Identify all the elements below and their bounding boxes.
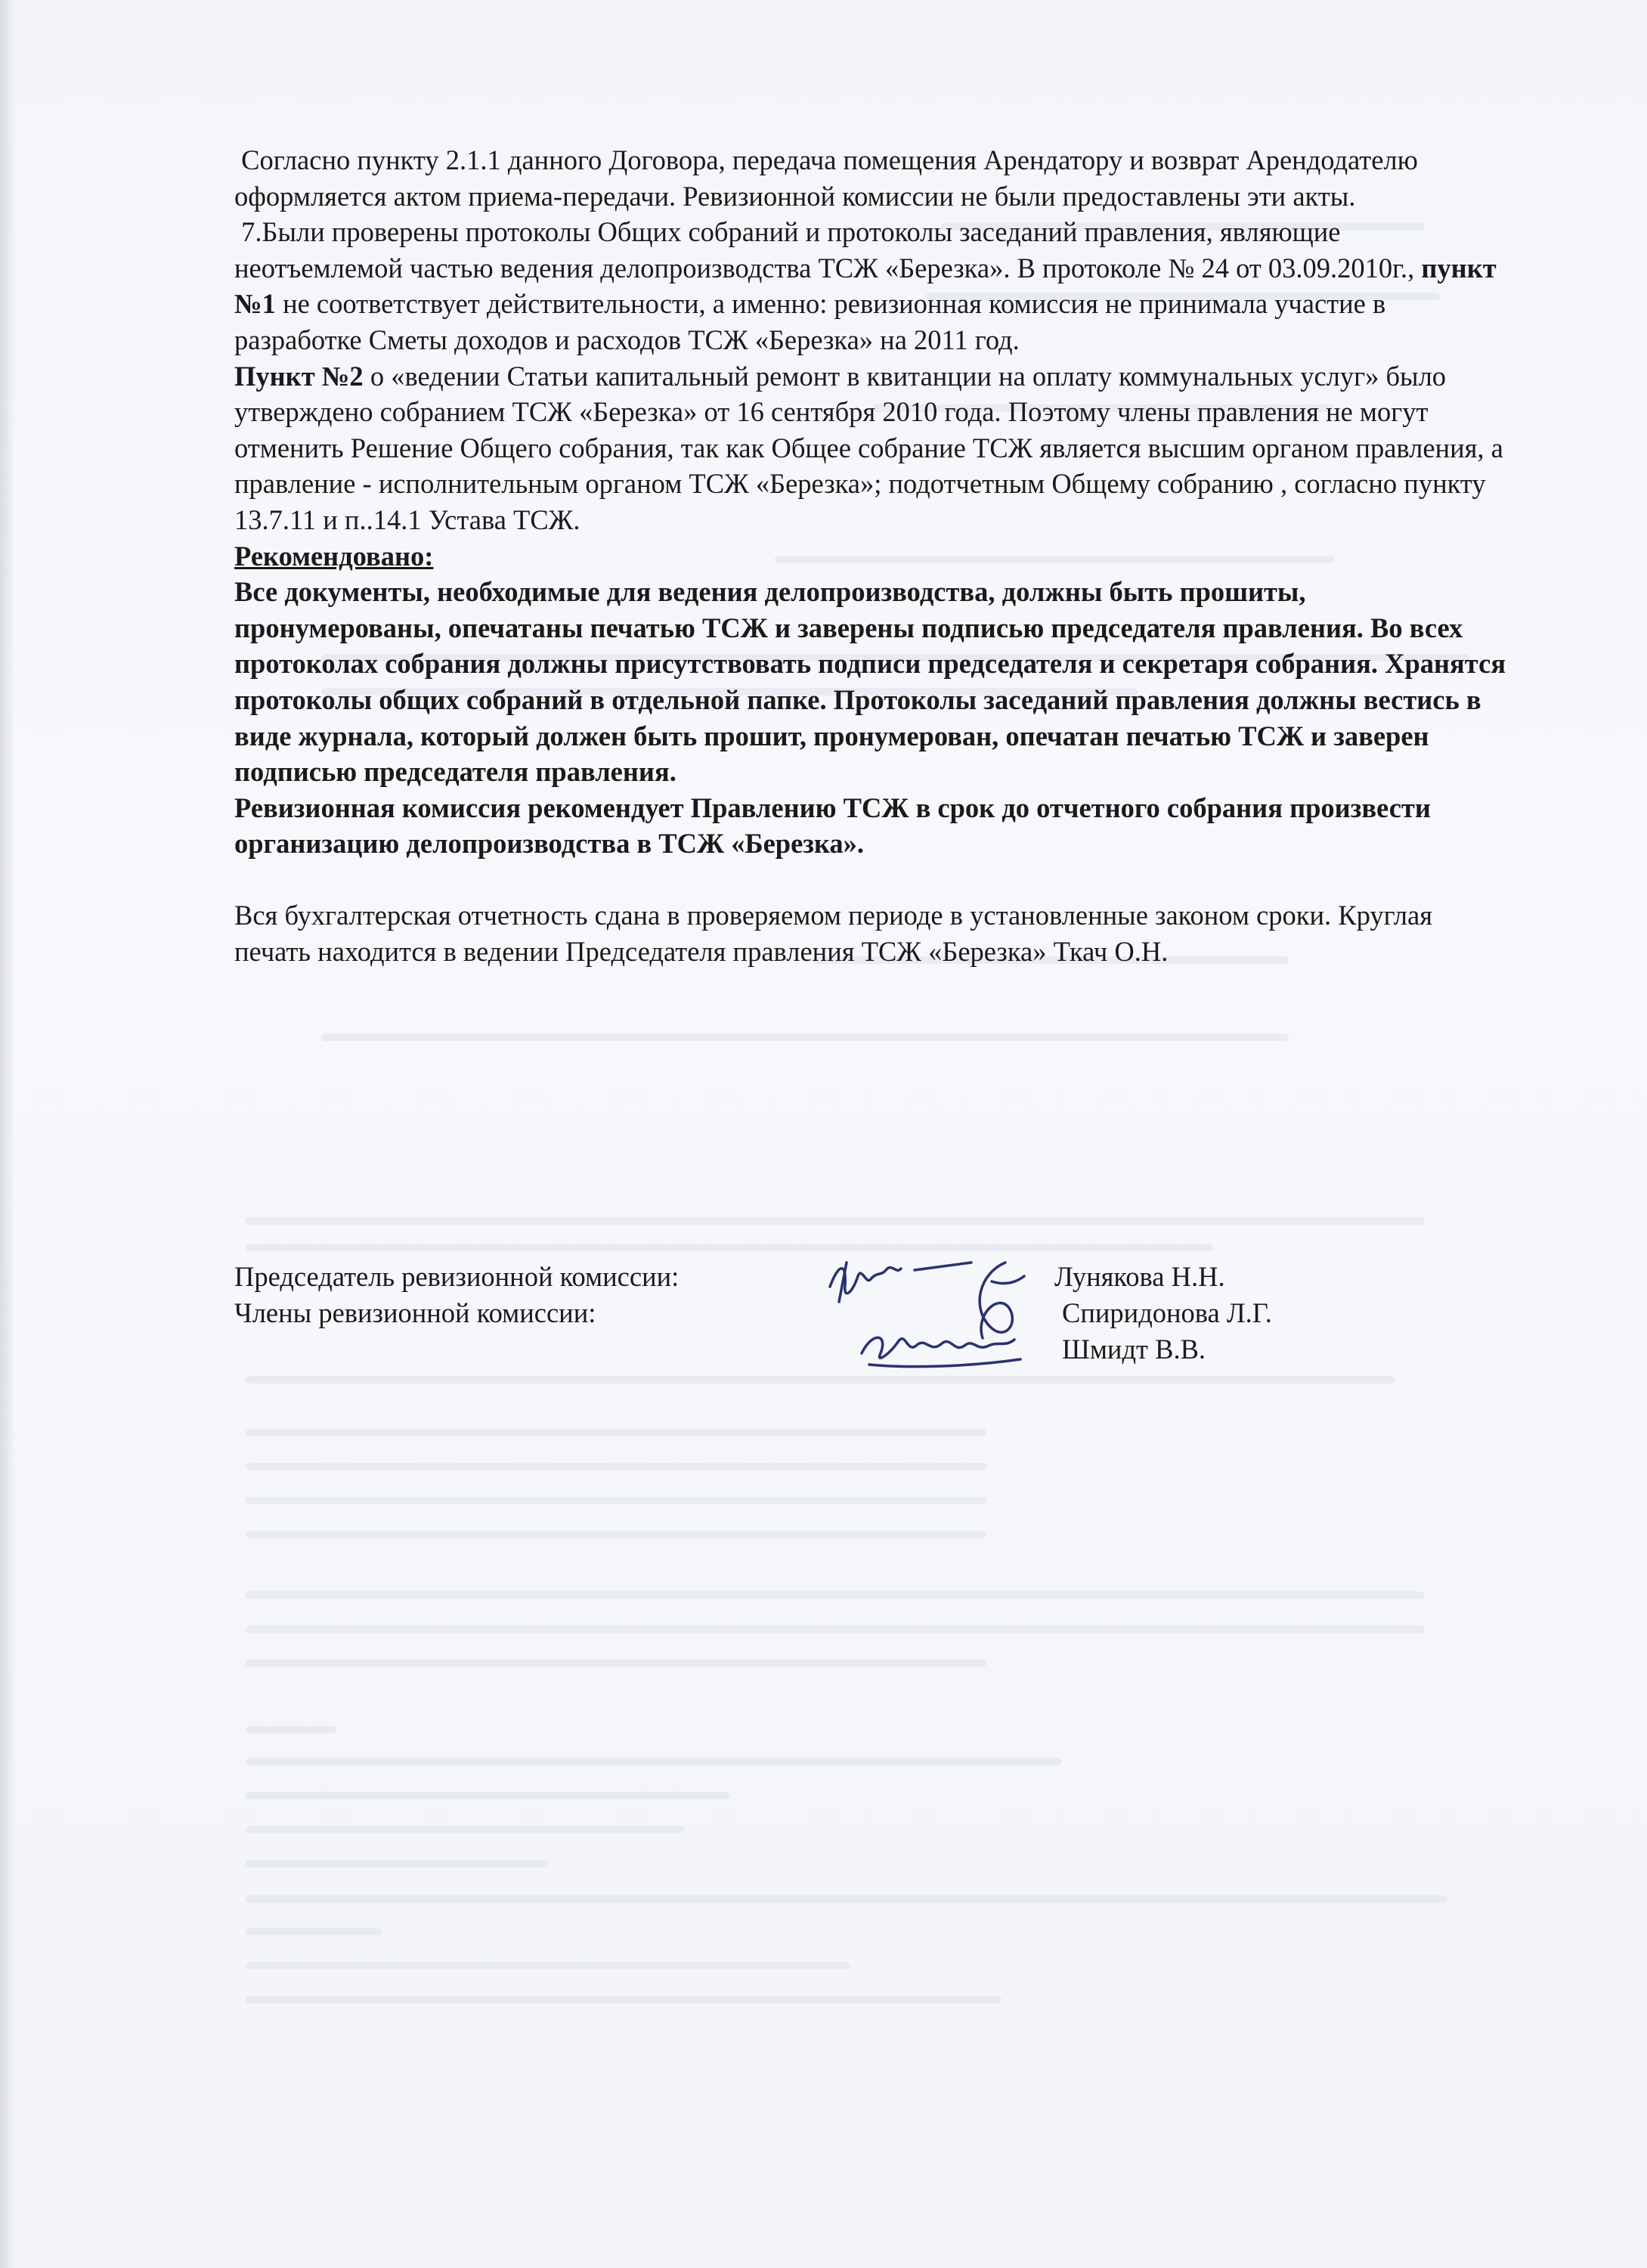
member-2-name: Шмидт В.В. xyxy=(1062,1334,1206,1365)
signature-row-chair xyxy=(234,1260,1225,1293)
recommended-text: Все документы, необходимые для ведения делопроизводства, должны быть прошиты, пронумерованы, опечатаны печатью ТСЖ и заверены подписью председателя правления. Во всех протоколах собрания должны присутствовать подписи председателя и секретаря собрания. Хранятся протоколы общих собраний в отдельной папке. Протоколы заседаний правления должны вестись в виде журнала, который должен быть прошит, пронумерован, опечатан печатью ТСЖ и заверен подписью председателя правления. xyxy=(234,576,1506,788)
member-1-name: Спиридонова Л.Г. xyxy=(1062,1297,1272,1328)
spacer xyxy=(234,862,1512,898)
paragraph-acts: Согласно пункту 2.1.1 данного Договора, передача помещения Арендатору и возврат Арендодателю оформляется актом приема-передачи. Ревизионной комиссии не были предоставлены эти акты. xyxy=(234,144,1418,212)
commission-recommendation: Ревизионная комиссия рекомендует Правлению ТСЖ в срок до отчетного собрания произвести организацию делопроизводства в ТСЖ «Березка». xyxy=(234,792,1431,860)
accounting-paragraph: Вся бухгалтерская отчетность сдана в проверяемом периоде в установленные законом сроки. Круглая печать находится в ведении Председателя правления ТСЖ «Березка» Ткач О.Н. xyxy=(234,900,1432,968)
signature-row-members xyxy=(234,1297,1272,1329)
paragraph-protocols: 7.Были проверены протоколы Общих собраний и протоколы заседаний правления, являющие неотъемлемой частью ведения делопроизводства ТСЖ «Березка». В протоколе № 24 от 03.09.2010г., пункт №1 не соответствует действительности, а именно: ревизионная комиссия не принимала участие в разработке Сметы доходов и расходов ТСЖ «Березка» на 2011 год. xyxy=(234,216,1497,355)
members-label: Члены ревизионной комиссии: xyxy=(234,1297,596,1328)
paragraph-point-2: Пункт №2 о «ведении Статьи капитальный ремонт в квитанции на оплату коммунальных услуг» было утверждено собранием ТСЖ «Березка» от 16 сентября 2010 года. Поэтому члены правления не могут отменить Решение Общего собрания, так как Общее собрание ТСЖ является высшим органом правления, а правление - исполнительным органом ТСЖ «Березка»; подотчетным Общему собранию , согласно пункту 13.7.11 и п..14.1 Устава ТСЖ. xyxy=(234,360,1503,535)
document-body xyxy=(234,142,1512,970)
handwritten-signatures xyxy=(816,1240,1058,1383)
chair-name: Лунякова Н.Н. xyxy=(1054,1261,1225,1292)
recommended-heading: Рекомендовано: xyxy=(234,540,434,572)
chair-label: Председатель ревизионной комиссии: xyxy=(234,1261,680,1292)
